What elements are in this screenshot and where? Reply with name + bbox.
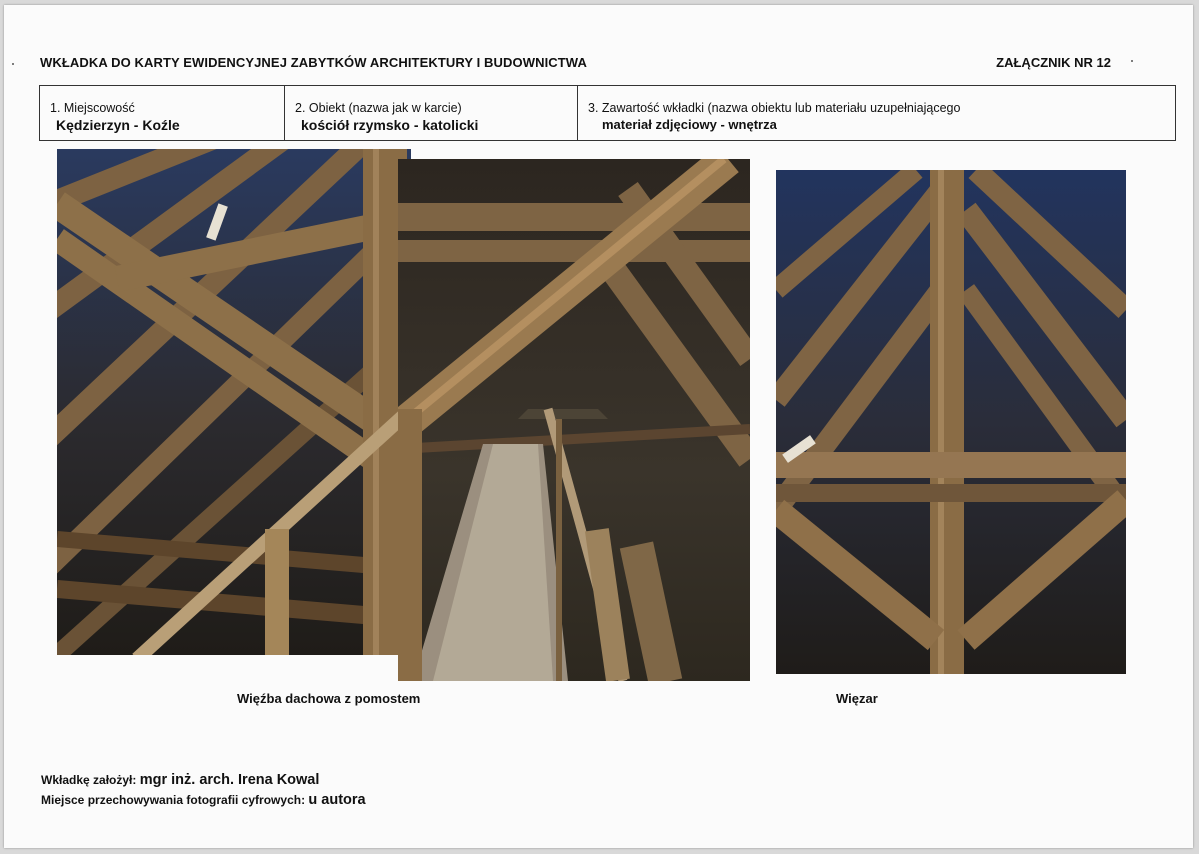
place-cell: [40, 86, 285, 140]
info-table: [39, 85, 1176, 141]
object-value: kościół rzymsko - katolicki: [301, 117, 479, 133]
roof-truss-photo-left: [57, 149, 411, 655]
right-photo-caption: Więzar: [836, 691, 878, 706]
left-photo-caption: Więźba dachowa z pomostem: [237, 691, 421, 706]
author-value: mgr inż. arch. Irena Kowal: [139, 772, 320, 788]
place-label: 1. Miejscowość: [50, 101, 135, 115]
annex-number: ZAŁĄCZNIK NR 12: [996, 55, 1111, 70]
truss-photo: [776, 170, 1126, 674]
author-label: Wkładkę założył:: [41, 773, 137, 787]
object-cell: [285, 86, 578, 140]
object-label: 2. Obiekt (nazwa jak w karcie): [295, 101, 462, 115]
author-line: [41, 772, 319, 788]
roof-truss-photo-left-image: [57, 149, 411, 655]
truss-photo-image: [776, 170, 1126, 674]
content-label: 3. Zawartość wkładki (nazwa obiektu lub materiału uzupełniającego: [588, 101, 961, 115]
content-cell: [578, 86, 1175, 140]
document-page: [4, 5, 1193, 848]
storage-line: [41, 792, 366, 808]
document-title: WKŁADKA DO KARTY EWIDENCYJNEJ ZABYTKÓW ARCHITEKTURY I BUDOWNICTWA: [40, 55, 587, 70]
storage-value: u autora: [308, 792, 366, 808]
content-value: materiał zdjęciowy - wnętrza: [602, 117, 777, 132]
attic-walkway-photo-image: [398, 159, 750, 681]
scan-speck: [12, 63, 14, 65]
scan-speck: [1131, 60, 1133, 62]
storage-label: Miejsce przechowywania fotografii cyfrowych:: [41, 793, 306, 807]
attic-walkway-photo: [398, 159, 750, 681]
place-value: Kędzierzyn - Koźle: [56, 117, 180, 133]
